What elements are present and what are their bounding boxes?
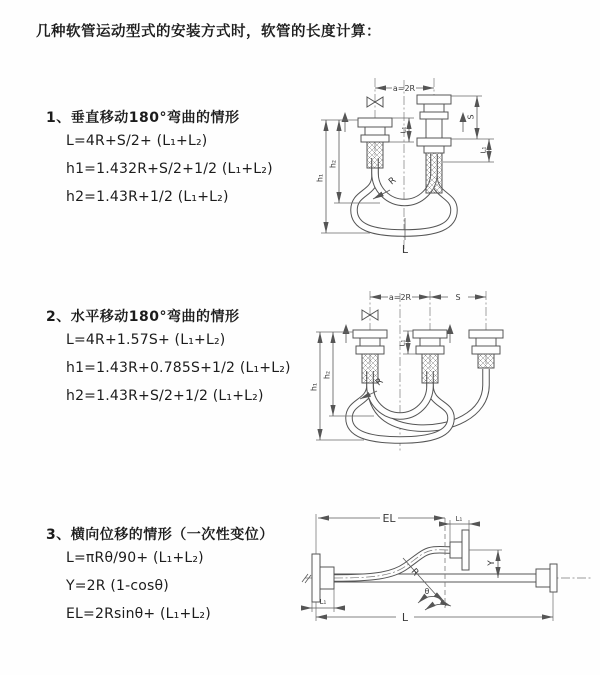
diagram-vertical-180-bend: [312, 70, 552, 268]
flange-fittings: [353, 330, 503, 354]
dim-label-a2r: a=2R: [388, 292, 412, 302]
break-mark-icon: [302, 574, 311, 583]
section1-formula-L: L=4R+S/2+ (L₁+L₂): [66, 133, 208, 149]
section2-formula-h2: h2=1.43R+S/2+1/2 (L₁+L₂): [66, 388, 264, 404]
section1-formula-h1: h1=1.432R+S/2+1/2 (L₁+L₂): [66, 161, 273, 177]
dimensions: [316, 84, 495, 256]
section1-heading: 1、垂直移动180°弯曲的情形: [46, 110, 240, 126]
dim-label-r: R: [374, 376, 386, 389]
dim-label-l1-left: L₁: [399, 126, 408, 134]
dim-label-h2: h₂: [322, 370, 332, 380]
dim-label-l: L: [401, 243, 409, 256]
page-title: 几种软管运动型式的安装方式时，软管的长度计算：: [36, 24, 381, 40]
dim-label-h2: h₂: [328, 159, 338, 169]
dim-label-l: L: [401, 611, 409, 624]
dim-label-l1-left: L₁: [319, 598, 327, 606]
section2-formula-L: L=4R+1.57S+ (L₁+L₂): [66, 332, 226, 348]
section3-formula-Y: Y=2R (1-cosθ): [66, 578, 169, 594]
section3-formula-EL: EL=2Rsinθ+ (L₁+L₂): [66, 606, 211, 622]
section3-formula-L: L=πRθ/90+ (L₁+L₂): [66, 550, 204, 566]
dim-label-r: R: [408, 566, 421, 579]
dim-label-theta: θ: [424, 587, 430, 596]
dim-label-h1: h₁: [309, 382, 319, 392]
dim-label-l1: L₁: [398, 339, 407, 347]
flange-fittings: [312, 530, 557, 602]
section3-heading: 3、横向位移的情形（一次性变位）: [46, 527, 274, 543]
dim-label-l1-top: L₁: [455, 515, 463, 523]
dimensions: [302, 512, 553, 624]
diagram-horizontal-180-bend: [308, 283, 548, 471]
section1-formula-h2: h2=1.43R+1/2 (L₁+L₂): [66, 189, 229, 205]
dim-label-el: EL: [382, 512, 396, 525]
section2-formula-h1: h1=1.43R+0.785S+1/2 (L₁+L₂): [66, 360, 291, 376]
dim-label-a2r: a=2R: [392, 83, 416, 93]
dim-label-r: R: [387, 175, 399, 188]
dim-label-l1-right: L₁: [479, 146, 488, 154]
section2-heading: 2、水平移动180°弯曲的情形: [46, 309, 240, 325]
dim-label-h1: h₁: [315, 173, 325, 183]
dim-label-s: S: [455, 292, 461, 302]
braided-sections: [362, 354, 494, 383]
dim-label-y: Y: [487, 560, 497, 566]
diagram-lateral-displacement: [300, 502, 598, 654]
dim-label-s: S: [466, 114, 476, 120]
